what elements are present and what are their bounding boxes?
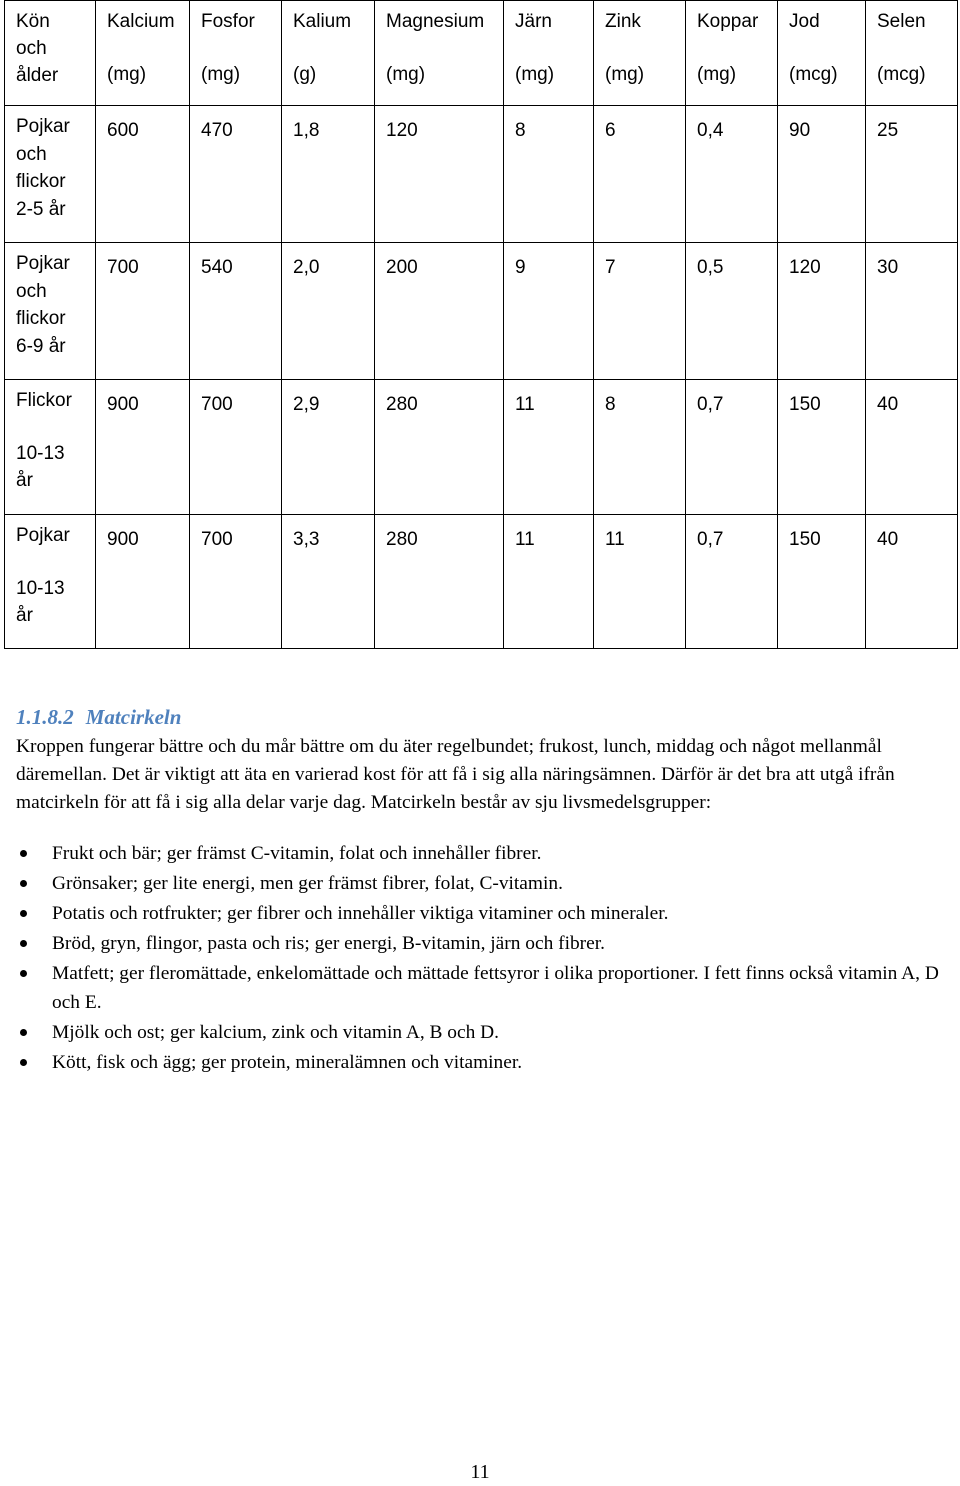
group-cell [5, 106, 96, 243]
value-text: 40 [877, 394, 899, 415]
list-item [16, 959, 951, 1017]
bullet-icon [20, 940, 27, 947]
bullet-icon [20, 1059, 27, 1066]
header-text: och [16, 38, 47, 59]
list-item [16, 1018, 951, 1047]
section-title: Matcirkeln [85, 705, 182, 729]
value-cell [504, 106, 594, 243]
value-cell [778, 106, 866, 243]
value-cell [686, 243, 778, 380]
list-item-text: Matfett; ger fleromättade, enkelomättade och mättade fettsyror i olika proportioner. I fett finns också vitamin A, D och E. [52, 963, 939, 1013]
group-text: flickor [16, 171, 66, 192]
header-cell-kalcium [96, 1, 190, 106]
value-cell [504, 243, 594, 380]
value-text: 30 [877, 257, 899, 278]
header-name: Selen [877, 11, 926, 32]
value-text: 470 [201, 120, 233, 141]
header-cell-magnesium [375, 1, 504, 106]
value-cell [504, 380, 594, 515]
value-text: 0,4 [697, 120, 724, 141]
list-item [16, 839, 951, 868]
value-cell [96, 243, 190, 380]
value-cell [594, 515, 686, 649]
value-text: 0,5 [697, 257, 724, 278]
list-item [16, 899, 951, 928]
value-text: 1,8 [293, 120, 320, 141]
group-cell [5, 243, 96, 380]
header-name: Jod [789, 11, 820, 32]
value-cell [686, 380, 778, 515]
value-text: 280 [386, 529, 418, 550]
value-cell [594, 243, 686, 380]
bullet-icon [20, 910, 27, 917]
header-name: Koppar [697, 11, 759, 32]
value-text: 280 [386, 394, 418, 415]
bullet-icon [20, 880, 27, 887]
value-text: 40 [877, 529, 899, 550]
value-text: 25 [877, 120, 899, 141]
value-cell [866, 515, 958, 649]
value-cell [96, 515, 190, 649]
header-unit: (mcg) [877, 64, 926, 85]
value-cell [282, 106, 375, 243]
header-name: Zink [605, 11, 641, 32]
value-cell [375, 243, 504, 380]
group-text: flickor [16, 308, 66, 329]
group-cell [5, 515, 96, 649]
header-name: Järn [515, 11, 552, 32]
header-unit: (mcg) [789, 64, 838, 85]
value-cell [686, 515, 778, 649]
value-cell [282, 515, 375, 649]
list-item-text: Bröd, gryn, flingor, pasta och ris; ger energi, B-vitamin, järn och fibrer. [52, 933, 605, 954]
header-cell-selen [866, 1, 958, 106]
header-text: Kön [16, 11, 50, 32]
header-cell-koppar [686, 1, 778, 106]
value-text: 3,3 [293, 529, 320, 550]
header-text: ålder [16, 65, 59, 86]
bullet-icon [20, 970, 27, 977]
value-text: 120 [386, 120, 418, 141]
value-text: 600 [107, 120, 139, 141]
value-text: 7 [605, 257, 616, 278]
table-header-row [5, 1, 958, 106]
value-cell [190, 515, 282, 649]
list-item-text: Mjölk och ost; ger kalcium, zink och vitamin A, B och D. [52, 1022, 499, 1043]
header-unit: (mg) [605, 64, 645, 85]
value-cell [375, 515, 504, 649]
group-text: 10-13 [16, 442, 65, 464]
value-text: 11 [515, 394, 535, 415]
value-text: 120 [789, 257, 821, 278]
value-text: 90 [789, 120, 811, 141]
value-cell [594, 380, 686, 515]
header-unit: (mg) [515, 64, 555, 85]
value-text: 2,9 [293, 394, 320, 415]
value-text: 0,7 [697, 394, 724, 415]
value-text: 200 [386, 257, 418, 278]
value-cell [778, 243, 866, 380]
group-text: Pojkar [16, 525, 70, 546]
value-cell [190, 243, 282, 380]
value-cell [778, 380, 866, 515]
header-cell-kalium [282, 1, 375, 106]
header-cell-zink [594, 1, 686, 106]
group-text: Flickor [16, 390, 72, 411]
header-cell-group [5, 1, 96, 106]
group-text: Pojkar [16, 253, 70, 274]
group-text: 10-13 [16, 577, 65, 599]
value-text: 0,7 [697, 529, 724, 550]
matcirkeln-section [16, 703, 951, 1078]
section-number: 1.1.8.2 [16, 705, 74, 729]
value-cell [594, 106, 686, 243]
value-text: 700 [107, 257, 139, 278]
header-cell-jod [778, 1, 866, 106]
value-text: 2,0 [293, 257, 320, 278]
group-text: år [16, 605, 33, 626]
value-text: 9 [515, 257, 526, 278]
value-text: 8 [515, 120, 526, 141]
group-cell [5, 380, 96, 515]
header-unit: (mg) [107, 64, 147, 85]
value-cell [190, 380, 282, 515]
value-text: 11 [605, 529, 625, 550]
value-cell [504, 515, 594, 649]
value-text: 540 [201, 257, 233, 278]
header-unit: (mg) [386, 64, 426, 85]
value-text: 700 [201, 394, 233, 415]
list-item-text: Potatis och rotfrukter; ger fibrer och innehåller viktiga vitaminer och mineraler. [52, 903, 669, 924]
value-text: 700 [201, 529, 233, 550]
header-name: Fosfor [201, 11, 255, 32]
header-name: Kalium [293, 11, 352, 32]
header-unit: (mg) [697, 64, 737, 85]
header-cell-jarn [504, 1, 594, 106]
page-number: 11 [470, 1461, 490, 1483]
header-name: Kalcium [107, 11, 175, 32]
header-cell-fosfor [190, 1, 282, 106]
group-text: och [16, 143, 47, 165]
value-text: 900 [107, 529, 139, 550]
group-text: Pojkar [16, 116, 70, 137]
bullet-icon [20, 850, 27, 857]
list-item-text: Frukt och bär; ger främst C-vitamin, folat och innehåller fibrer. [52, 843, 542, 864]
bullet-icon [20, 1029, 27, 1036]
list-item-text: Grönsaker; ger lite energi, men ger främst fibrer, folat, C-vitamin. [52, 873, 563, 894]
table-row [5, 243, 958, 380]
header-name: Magnesium [386, 11, 485, 32]
list-item [16, 1048, 951, 1077]
list-item [16, 929, 951, 958]
header-unit: (g) [293, 64, 317, 85]
value-cell [866, 243, 958, 380]
value-cell [686, 106, 778, 243]
value-text: 6 [605, 120, 616, 141]
value-cell [375, 106, 504, 243]
value-cell [190, 106, 282, 243]
value-cell [282, 380, 375, 515]
list-item [16, 869, 951, 898]
group-text: år [16, 470, 33, 491]
value-cell [282, 243, 375, 380]
list-item-text: Kött, fisk och ägg; ger protein, mineralämnen och vitaminer. [52, 1052, 523, 1073]
section-paragraph: Kroppen fungerar bättre och du mår bättre om du äter regelbundet; frukost, lunch, middag och något mellanmål däremellan. Det är viktigt att äta en varierad kost för att få i sig alla näringsämnen. Därför är det bra att utgå ifrån matcirkeln för att få i sig alla delar varje dag. Matcirkeln består av sju livsmedelsgrupper: [16, 736, 895, 813]
table-row [5, 106, 958, 243]
value-cell [866, 380, 958, 515]
group-text: 6-9 år [16, 335, 66, 357]
value-text: 150 [789, 529, 821, 550]
value-text: 11 [515, 529, 535, 550]
group-text: och [16, 280, 47, 302]
value-cell [96, 106, 190, 243]
value-cell [866, 106, 958, 243]
value-text: 8 [605, 394, 616, 415]
nutrient-table [4, 0, 958, 649]
value-cell [96, 380, 190, 515]
value-text: 900 [107, 394, 139, 415]
food-group-list [16, 839, 951, 1077]
value-cell [778, 515, 866, 649]
value-cell [375, 380, 504, 515]
group-text: 2-5 år [16, 198, 66, 220]
section-heading [16, 703, 951, 731]
table-row [5, 380, 958, 515]
table-row [5, 515, 958, 649]
value-text: 150 [789, 394, 821, 415]
header-unit: (mg) [201, 64, 241, 85]
